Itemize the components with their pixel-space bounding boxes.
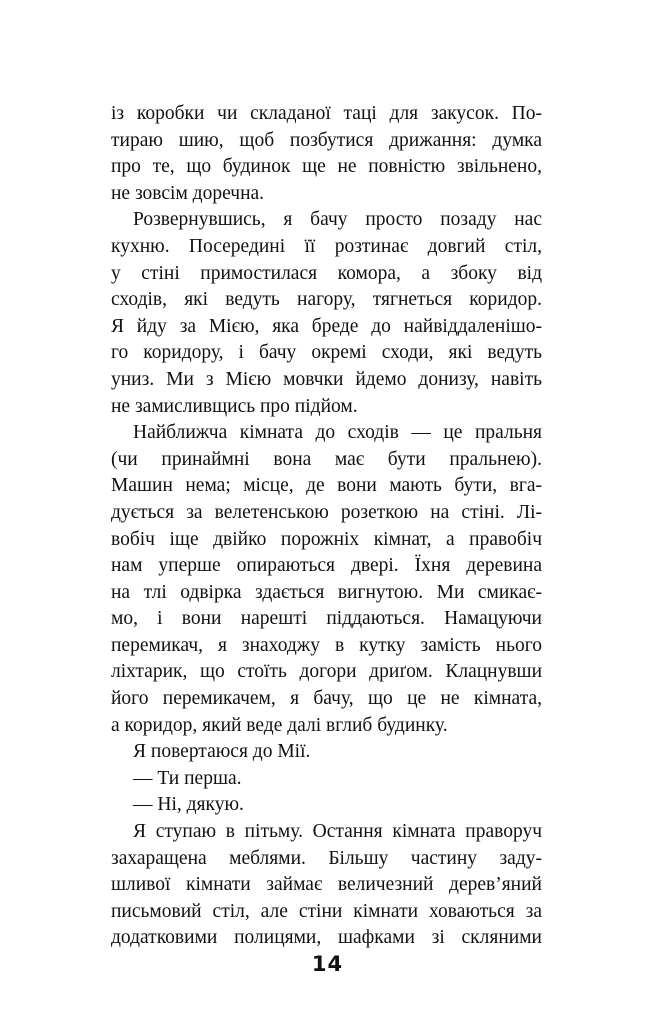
- text-line: кухню. Посередині її розтинає довгий стіл,: [111, 235, 542, 257]
- text-line: (чи принаймні вона має бути пральнею).: [111, 448, 542, 470]
- text-line: захаращена меблями. Більшу частину заду-: [111, 847, 542, 869]
- page-number: 14: [311, 952, 344, 976]
- text-line: тираю шию, щоб позбутися дрижання: думка: [111, 129, 542, 151]
- text-line: Я повертаюся до Мії.: [133, 741, 311, 763]
- text-line: із коробки чи складаної таці для закусок. По-: [111, 103, 542, 124]
- text-line: Машин нема; місце, де вони мають бути, вга-: [111, 475, 542, 497]
- text-line: — Ні, дякую.: [133, 794, 244, 816]
- text-line: сходів, які ведуть нагору, тягнеться коридор.: [111, 289, 542, 311]
- text-line: Найближча кімната до сходів — це пральня: [133, 422, 542, 444]
- text-line: про те, що будинок ще не повністю звільнено,: [111, 156, 542, 178]
- text-line: письмовий стіл, але стіни кімнати ховаються за: [111, 900, 542, 922]
- text-line: Розвернувшись, я бачу просто позаду нас: [133, 209, 542, 231]
- text-line: у стіні примостилася комора, а збоку від: [111, 262, 542, 284]
- text-line: вобіч іще двійко порожніх кімнат, а правобіч: [111, 528, 542, 550]
- body-text: [111, 101, 542, 952]
- text-line: а коридор, який веде далі вглиб будинку.: [111, 714, 448, 736]
- text-line: не замисливщись про підйом.: [111, 395, 358, 417]
- text-line: дується за велетенською розеткою на стіні. Лі-: [111, 501, 542, 523]
- text-line: Я йду за Мією, яка бреде до найвіддаленішо-: [111, 315, 542, 337]
- text-line: Я ступаю в пітьму. Остання кімната праворуч: [133, 821, 542, 843]
- text-line: не зовсім доречна.: [111, 182, 265, 204]
- text-line: го коридору, і бачу окремі сходи, які ведуть: [111, 342, 542, 364]
- text-line: — Ти перша.: [133, 767, 242, 789]
- text-line: перемикач, я знаходжу в кутку замість нього: [111, 634, 542, 656]
- text-line: шливої кімнати займає величезний дерев’яний: [111, 874, 542, 896]
- text-line: його перемикачем, я бачу, що це не кімната,: [111, 688, 542, 710]
- text-line: на тлі одвірка здається вигнутою. Ми смикає-: [111, 581, 542, 603]
- text-line: униз. Ми з Мією мовчки йдемо донизу, навіть: [111, 368, 542, 390]
- text-line: додатковими полицями, шафками зі скляними: [111, 927, 542, 949]
- text-line: нам уперше опираються двері. Їхня деревина: [111, 555, 542, 577]
- text-line: ліхтарик, що стоїть догори дриґом. Клацнувши: [111, 661, 542, 683]
- text-line: мо, і вони нарешті піддаються. Намацуючи: [111, 608, 542, 630]
